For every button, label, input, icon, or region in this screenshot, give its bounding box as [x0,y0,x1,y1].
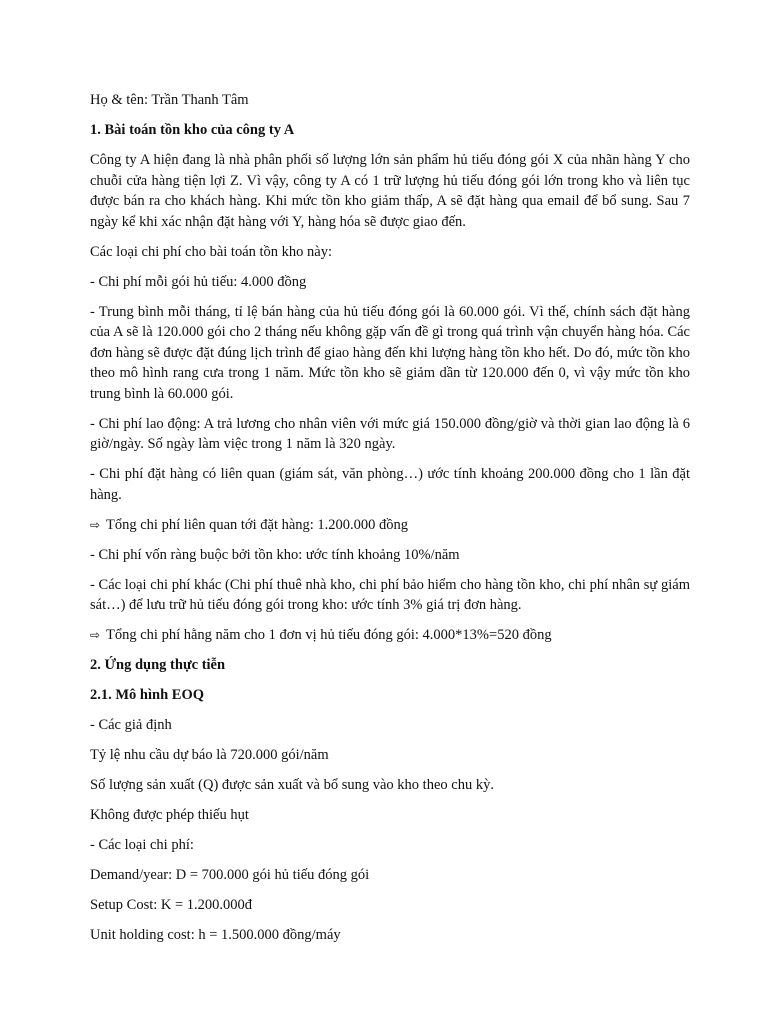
total-annual-cost-text: Tổng chi phí hằng năm cho 1 đơn vị hủ tiếu đóng gói: 4.000*13%=520 đồng [106,627,552,643]
section-heading-1: 1. Bài toán tồn kho của công ty A [90,122,295,138]
paragraph-intro: Công ty A hiện đang là nhà phân phối số lượng lớn sản phẩm hủ tiếu đóng gói X của nhãn hàng Y cho chuỗi cửa hàng tiện lợi Z. Vì vậy, công ty A có 1 trữ lượng hủ tiếu đóng gói lớn trong kho và liên tục được bán ra cho khách hàng. Khi mức tồn kho giảm thấp, A sẽ đặt hàng qua email để bổ sung. Sau 7 ngày kể khi xác nhận đặt hàng với Y, hàng hóa sẽ được giao đến. [90,152,690,230]
paragraph-holding-cost: Unit holding cost: h = 1.500.000 đồng/máy [90,927,341,943]
paragraph-other-costs: - Các loại chi phí khác (Chi phí thuê nhà kho, chi phí bảo hiểm cho hàng tồn kho, chi phí nhân sự giám sát…) để lưu trữ hủ tiếu đóng gói trong kho: ước tính 3% giá trị đơn hàng. [90,576,690,613]
paragraph-total-annual-cost [90,625,690,646]
paragraph-cost-types: Các loại chi phí cho bài toán tồn kho này: [90,243,333,260]
paragraph-cost-list: - Các loại chi phí: [90,837,194,853]
paragraph-assumptions: - Các giả định [90,717,172,733]
arrow-icon: ⇨ [90,517,101,532]
arrow-icon: ⇨ [90,628,101,642]
section-heading-2: 2. Ứng dụng thực tiễn [90,657,226,673]
paragraph-order-cost: - Chi phí đặt hàng có liên quan (giám sát, văn phòng…) ước tính khoảng 200.000 đồng cho 1 lần đặt hàng. [90,466,690,503]
paragraph-total-order-cost [90,515,690,536]
subsection-heading-eoq: 2.1. Mô hình EOQ [90,687,205,703]
paragraph-setup-cost: Setup Cost: K = 1.200.000đ [90,897,253,913]
paragraph-unit-cost: - Chi phí mỗi gói hủ tiếu: 4.000 đồng [90,273,307,290]
paragraph-capital-cost: - Chi phí vốn ràng buộc bởi tồn kho: ước tính khoảng 10%/năm [90,546,460,563]
paragraph-labor-cost: - Chi phí lao động: A trả lương cho nhân viên với mức giá 150.000 đồng/giờ và thời gian lao động là 6 giờ/ngày. Số ngày làm việc trong 1 năm là 320 ngày. [90,415,690,452]
paragraph-no-shortage: Không được phép thiếu hụt [90,807,249,823]
paragraph-production-quantity: Số lượng sản xuất (Q) được sản xuất và bổ sung vào kho theo chu kỳ. [90,777,494,793]
total-order-cost-text: Tổng chi phí liên quan tới đặt hàng: 1.200.000 đồng [106,516,409,533]
paragraph-sales-rate: - Trung bình mỗi tháng, tỉ lệ bán hàng của hủ tiếu đóng gói là 60.000 gói. Vì thế, chính sách đặt hàng của A sẽ là 120.000 gói cho 2 tháng nếu không gặp vấn đề gì trong quá trình vận chuyển hàng hóa. Các đơn hàng sẽ được đặt đúng lịch trình để giao hàng đến khi lượng hàng tồn kho hết. Do đó, mức tồn kho theo mô hình rang cưa trong 1 năm. Mức tồn kho sẽ giảm dần từ 120.000 đến 0, vì vậy mức tồn kho trung bình là 60.000 gói. [90,303,690,402]
document-page [90,90,690,955]
author-line: Họ & tên: Trần Thanh Tâm [90,92,249,108]
paragraph-demand-forecast: Tỷ lệ nhu cầu dự báo là 720.000 gói/năm [90,747,329,763]
paragraph-demand-year: Demand/year: D = 700.000 gói hủ tiếu đóng gói [90,867,370,883]
